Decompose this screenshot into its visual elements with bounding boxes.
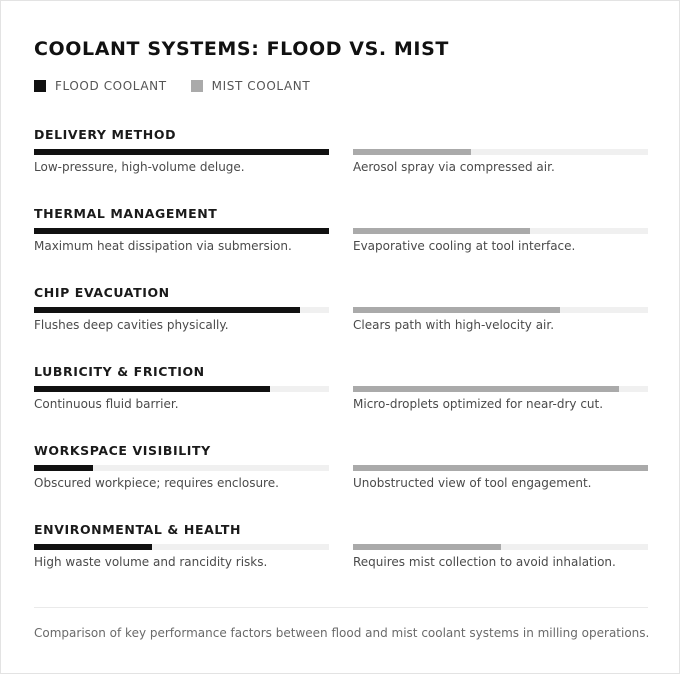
category-label: THERMAL MANAGEMENT: [34, 206, 218, 221]
legend-label-mist: MIST COOLANT: [211, 79, 311, 93]
flood-bar: [34, 544, 152, 550]
category-label: DELIVERY METHOD: [34, 127, 177, 142]
mist-bar-track: [353, 307, 648, 313]
mist-description: Aerosol spray via compressed air.: [353, 160, 555, 174]
flood-bar: [34, 149, 329, 155]
flood-column: [34, 149, 329, 174]
series-columns: [34, 228, 648, 253]
flood-bar-track: [34, 386, 329, 392]
flood-description: Continuous fluid barrier.: [34, 397, 179, 411]
mist-bar-track: [353, 386, 648, 392]
legend-item-flood: [34, 79, 167, 93]
mist-description: Evaporative cooling at tool interface.: [353, 239, 576, 253]
category-label: LUBRICITY & FRICTION: [34, 364, 205, 379]
mist-bar-track: [353, 465, 648, 471]
flood-column: [34, 307, 329, 332]
category-label: ENVIRONMENTAL & HEALTH: [34, 522, 242, 537]
flood-bar-track: [34, 149, 329, 155]
series-columns: [34, 465, 648, 490]
category-label: CHIP EVACUATION: [34, 285, 170, 300]
flood-bar: [34, 465, 93, 471]
flood-bar-track: [34, 544, 329, 550]
mist-bar-track: [353, 544, 648, 550]
category-label: WORKSPACE VISIBILITY: [34, 443, 211, 458]
series-columns: [34, 149, 648, 174]
flood-column: [34, 465, 329, 490]
mist-column: [353, 544, 648, 569]
flood-bar: [34, 307, 300, 313]
series-columns: [34, 307, 648, 332]
legend-label-flood: FLOOD COOLANT: [55, 79, 167, 93]
mist-column: [353, 228, 648, 253]
flood-column: [34, 544, 329, 569]
mist-bar: [353, 307, 560, 313]
legend-swatch-mist: [191, 80, 203, 92]
mist-column: [353, 386, 648, 411]
flood-description: Maximum heat dissipation via submersion.: [34, 239, 292, 253]
mist-bar: [353, 386, 619, 392]
mist-description: Requires mist collection to avoid inhalation.: [353, 555, 616, 569]
flood-description: Flushes deep cavities physically.: [34, 318, 229, 332]
category-row: [34, 522, 648, 601]
chart-caption: Comparison of key performance factors between flood and mist coolant systems in milling operations.: [34, 626, 650, 640]
mist-bar-track: [353, 149, 648, 155]
legend-item-mist: [191, 79, 311, 93]
mist-bar-track: [353, 228, 648, 234]
mist-bar: [353, 228, 530, 234]
mist-column: [353, 465, 648, 490]
flood-bar: [34, 386, 270, 392]
flood-bar: [34, 228, 329, 234]
mist-column: [353, 149, 648, 174]
flood-description: Obscured workpiece; requires enclosure.: [34, 476, 279, 490]
category-row: [34, 206, 648, 285]
chart-title: COOLANT SYSTEMS: FLOOD VS. MIST: [34, 38, 449, 60]
mist-bar: [353, 465, 648, 471]
flood-bar-track: [34, 307, 329, 313]
comparison-rows: [34, 127, 648, 601]
series-columns: [34, 386, 648, 411]
mist-description: Clears path with high-velocity air.: [353, 318, 555, 332]
flood-bar-track: [34, 228, 329, 234]
category-row: [34, 443, 648, 522]
flood-column: [34, 228, 329, 253]
flood-bar-track: [34, 465, 329, 471]
divider: [34, 607, 648, 608]
mist-bar: [353, 149, 471, 155]
category-row: [34, 127, 648, 206]
flood-description: High waste volume and rancidity risks.: [34, 555, 268, 569]
mist-description: Micro-droplets optimized for near-dry cut.: [353, 397, 604, 411]
legend: [34, 79, 334, 93]
category-row: [34, 364, 648, 443]
series-columns: [34, 544, 648, 569]
legend-swatch-flood: [34, 80, 46, 92]
flood-column: [34, 386, 329, 411]
mist-column: [353, 307, 648, 332]
mist-description: Unobstructed view of tool engagement.: [353, 476, 592, 490]
flood-description: Low-pressure, high-volume deluge.: [34, 160, 245, 174]
category-row: [34, 285, 648, 364]
mist-bar: [353, 544, 501, 550]
